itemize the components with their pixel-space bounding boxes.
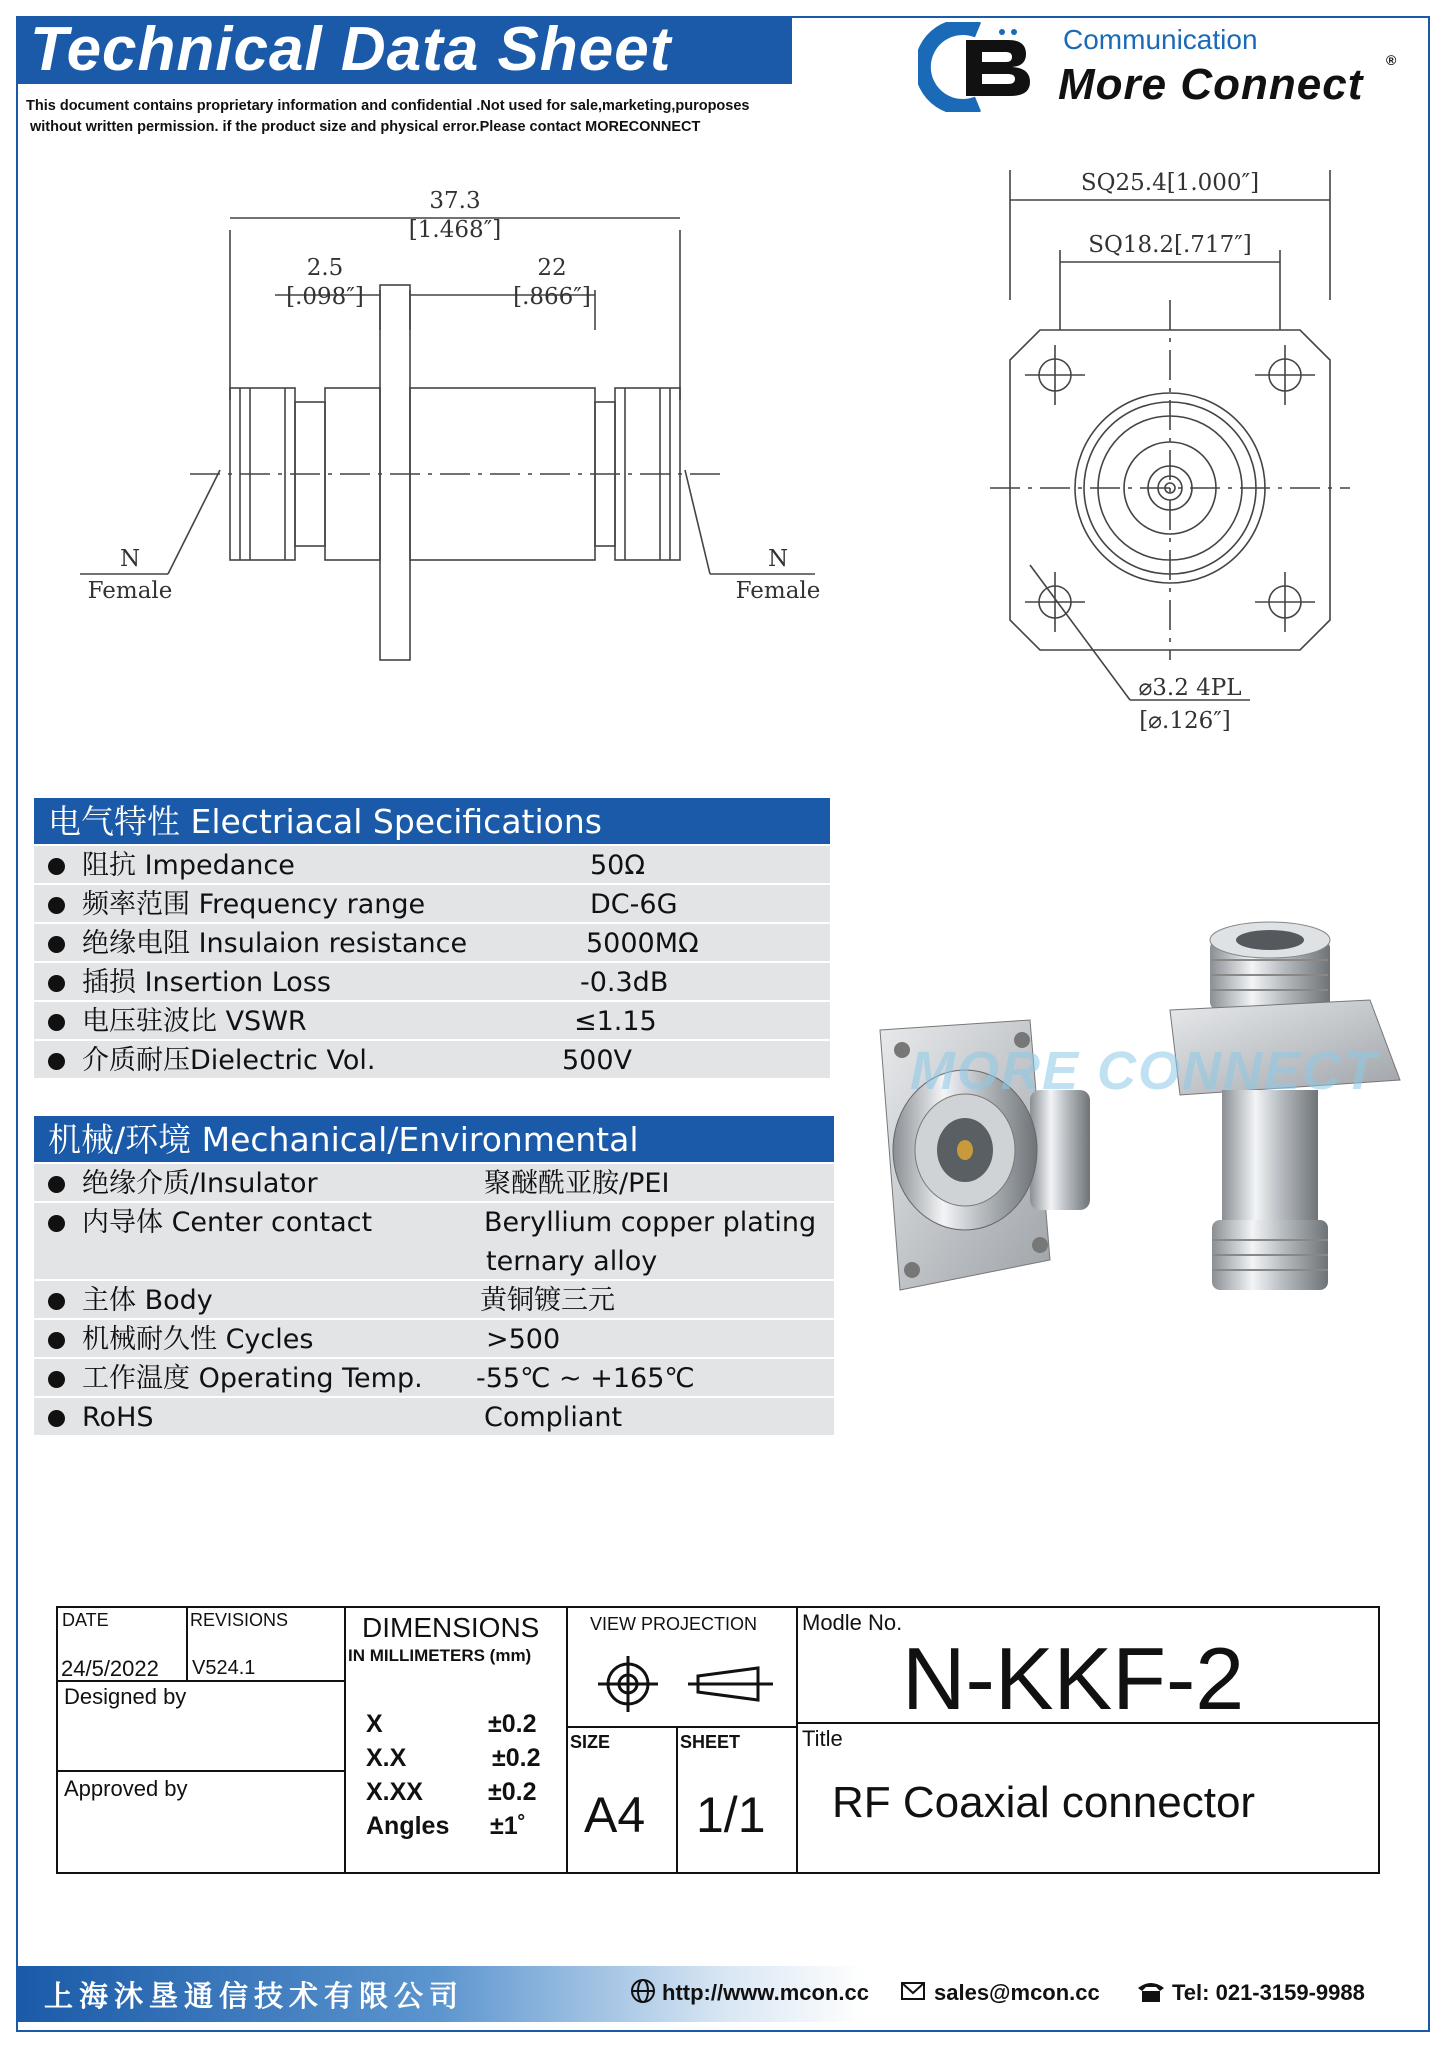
sheet-value: 1/1: [696, 1787, 766, 1843]
view-projection-label: VIEW PROJECTION: [590, 1614, 758, 1634]
front-view-drawing: [990, 160, 1360, 760]
tol-angles-name: Angles: [366, 1812, 450, 1840]
globe-icon: [630, 1978, 656, 2004]
side-view-drawing: [70, 170, 840, 670]
third-angle-projection-icon: [588, 1654, 788, 1714]
footer-telephone: Tel: 021-3159-9988: [1172, 1980, 1365, 2005]
dim-body-in: [.866″]: [513, 284, 591, 310]
product-photo: [840, 900, 1440, 1320]
dim-overall-mm: 37.3: [429, 188, 481, 214]
spec-label: 内导体 Center contact: [82, 1207, 373, 1238]
title-value: RF Coaxial connector: [832, 1778, 1256, 1827]
size-value: A4: [584, 1787, 646, 1843]
dim-body-mm: 22: [537, 255, 567, 281]
spec-label: 机械耐久性 Cycles: [82, 1324, 314, 1355]
spec-row-operating-temp: [34, 1359, 834, 1398]
dimensions-label: DIMENSIONS: [362, 1612, 540, 1643]
dim-hole-in: [⌀.126″]: [1139, 708, 1231, 734]
right-label-n: N: [767, 546, 789, 572]
company-logo: [918, 18, 1418, 118]
spec-row-insertion-loss: [34, 963, 830, 1002]
bullet-icon: [48, 1014, 65, 1031]
spec-value: 5000MΩ: [586, 928, 699, 959]
spec-label: RoHS: [82, 1402, 154, 1433]
right-label-female: Female: [735, 578, 821, 604]
spec-value: >500: [486, 1324, 561, 1355]
bullet-icon: [48, 1215, 65, 1232]
size-label: SIZE: [570, 1732, 611, 1752]
spec-value: 黄铜镀三元: [480, 1285, 615, 1316]
spec-label: 绝缘电阻 Insulaion resistance: [82, 928, 468, 959]
document-title: Technical Data Sheet: [16, 16, 792, 84]
bullet-icon: [48, 1371, 65, 1388]
spec-value: DC-6G: [590, 889, 678, 920]
title-label: Title: [802, 1726, 843, 1751]
bullet-icon: [48, 1410, 65, 1427]
bullet-icon: [48, 1053, 65, 1070]
spec-row-dielectric: [34, 1041, 830, 1080]
spec-value: -0.3dB: [580, 967, 669, 998]
dim-overall-in: [1.468″]: [408, 217, 502, 243]
title-block: [56, 1606, 1380, 1874]
mechanical-specs-table: [34, 1164, 834, 1437]
spec-row-rohs: [34, 1398, 834, 1437]
logo-text-more-connect: More Connect: [1058, 60, 1364, 109]
tol-xx-value: ±0.2: [492, 1744, 541, 1772]
dim-flange-in: [.098″]: [286, 284, 364, 310]
spec-value-line-2: ternary alloy: [486, 1246, 658, 1277]
envelope-icon: [900, 1978, 926, 2004]
telephone-icon: [1136, 1978, 1166, 2004]
electrical-specs-heading: 电气特性 Electriacal Specifications: [34, 798, 830, 844]
tol-xxx-value: ±0.2: [488, 1778, 537, 1806]
spec-value: Beryllium copper plating: [484, 1207, 817, 1238]
spec-row-vswr: [34, 1002, 830, 1041]
spec-row-frequency: [34, 885, 830, 924]
designed-by-label: Designed by: [64, 1684, 187, 1709]
date-label: DATE: [62, 1610, 109, 1630]
spec-value: 500V: [562, 1045, 633, 1076]
spec-row-cycles: [34, 1320, 834, 1359]
spec-row-insulator: [34, 1164, 834, 1203]
logo-text-communication: Communication: [1063, 24, 1258, 55]
spec-value: 聚醚酰亚胺/PEI: [484, 1168, 670, 1199]
spec-value: 50Ω: [590, 850, 645, 881]
bullet-icon: [48, 1332, 65, 1349]
electrical-specs-table: [34, 846, 830, 1080]
spec-row-center-contact: [34, 1203, 834, 1281]
model-no-value: N-KKF-2: [902, 1629, 1245, 1728]
spec-label: 频率范围 Frequency range: [82, 889, 426, 920]
bullet-icon: [48, 1293, 65, 1310]
tol-xx-name: X.X: [366, 1744, 407, 1772]
spec-label: 阻抗 Impedance: [82, 850, 295, 881]
registered-mark: ®: [1386, 52, 1397, 68]
spec-label: 工作温度 Operating Temp.: [82, 1363, 423, 1394]
notice-line-2: without written permission. if the product size and physical error.Please contact MORECONNECT: [30, 119, 701, 135]
tol-x-value: ±0.2: [488, 1710, 537, 1738]
spec-label: 主体 Body: [82, 1285, 213, 1316]
dim-flange-mm: 2.5: [306, 255, 344, 281]
spec-row-insulation: [34, 924, 830, 963]
spec-row-body: [34, 1281, 834, 1320]
left-label-n: N: [119, 546, 141, 572]
sheet-label: SHEET: [680, 1732, 741, 1752]
dim-outer-square: SQ25.4[1.000″]: [1080, 170, 1260, 196]
tol-x-name: X: [366, 1710, 383, 1738]
photo-watermark: MORE CONNECT: [910, 1041, 1378, 1101]
spec-label: 电压驻波比 VSWR: [82, 1006, 307, 1037]
approved-by-label: Approved by: [64, 1776, 188, 1801]
footer-email-link[interactable]: sales@mcon.cc: [934, 1980, 1100, 2005]
spec-value: ≤1.15: [574, 1006, 657, 1037]
spec-label: 绝缘介质/Insulator: [82, 1168, 318, 1199]
spec-row-impedance: [34, 846, 830, 885]
units-label: IN MILLIMETERS (mm): [348, 1646, 532, 1665]
bullet-icon: [48, 975, 65, 992]
bullet-icon: [48, 936, 65, 953]
model-no-label: Modle No.: [802, 1610, 903, 1635]
mechanical-specs-heading: 机械/环境 Mechanical/Environmental: [34, 1116, 834, 1162]
spec-value: Compliant: [484, 1402, 623, 1433]
spec-value: -55℃ ~ +165℃: [476, 1363, 695, 1394]
spec-label: 介质耐压Dielectric Vol.: [82, 1045, 376, 1076]
tol-angles-value: ±1˚: [490, 1812, 526, 1840]
revisions-value: V524.1: [192, 1657, 256, 1679]
bullet-icon: [48, 858, 65, 875]
footer-website-link[interactable]: http://www.mcon.cc: [662, 1980, 869, 2005]
revisions-label: REVISIONS: [190, 1610, 289, 1630]
confidentiality-notice: [26, 96, 826, 138]
dim-inner-square: SQ18.2[.717″]: [1088, 232, 1252, 258]
logo-mark-icon: [918, 22, 1038, 112]
tol-xxx-name: X.XX: [366, 1778, 423, 1806]
left-label-female: Female: [87, 578, 173, 604]
notice-line-1: This document contains proprietary information and confidential .Not used for sale,marketing,puroposes: [26, 98, 750, 114]
date-value: 24/5/2022: [61, 1656, 159, 1681]
footer-company-name: 上海沐垦通信技术有限公司: [44, 1979, 465, 2013]
dim-hole-mm: ⌀3.2 4PL: [1138, 675, 1242, 701]
bullet-icon: [48, 1176, 65, 1193]
bullet-icon: [48, 897, 65, 914]
spec-label: 插损 Insertion Loss: [82, 967, 331, 998]
